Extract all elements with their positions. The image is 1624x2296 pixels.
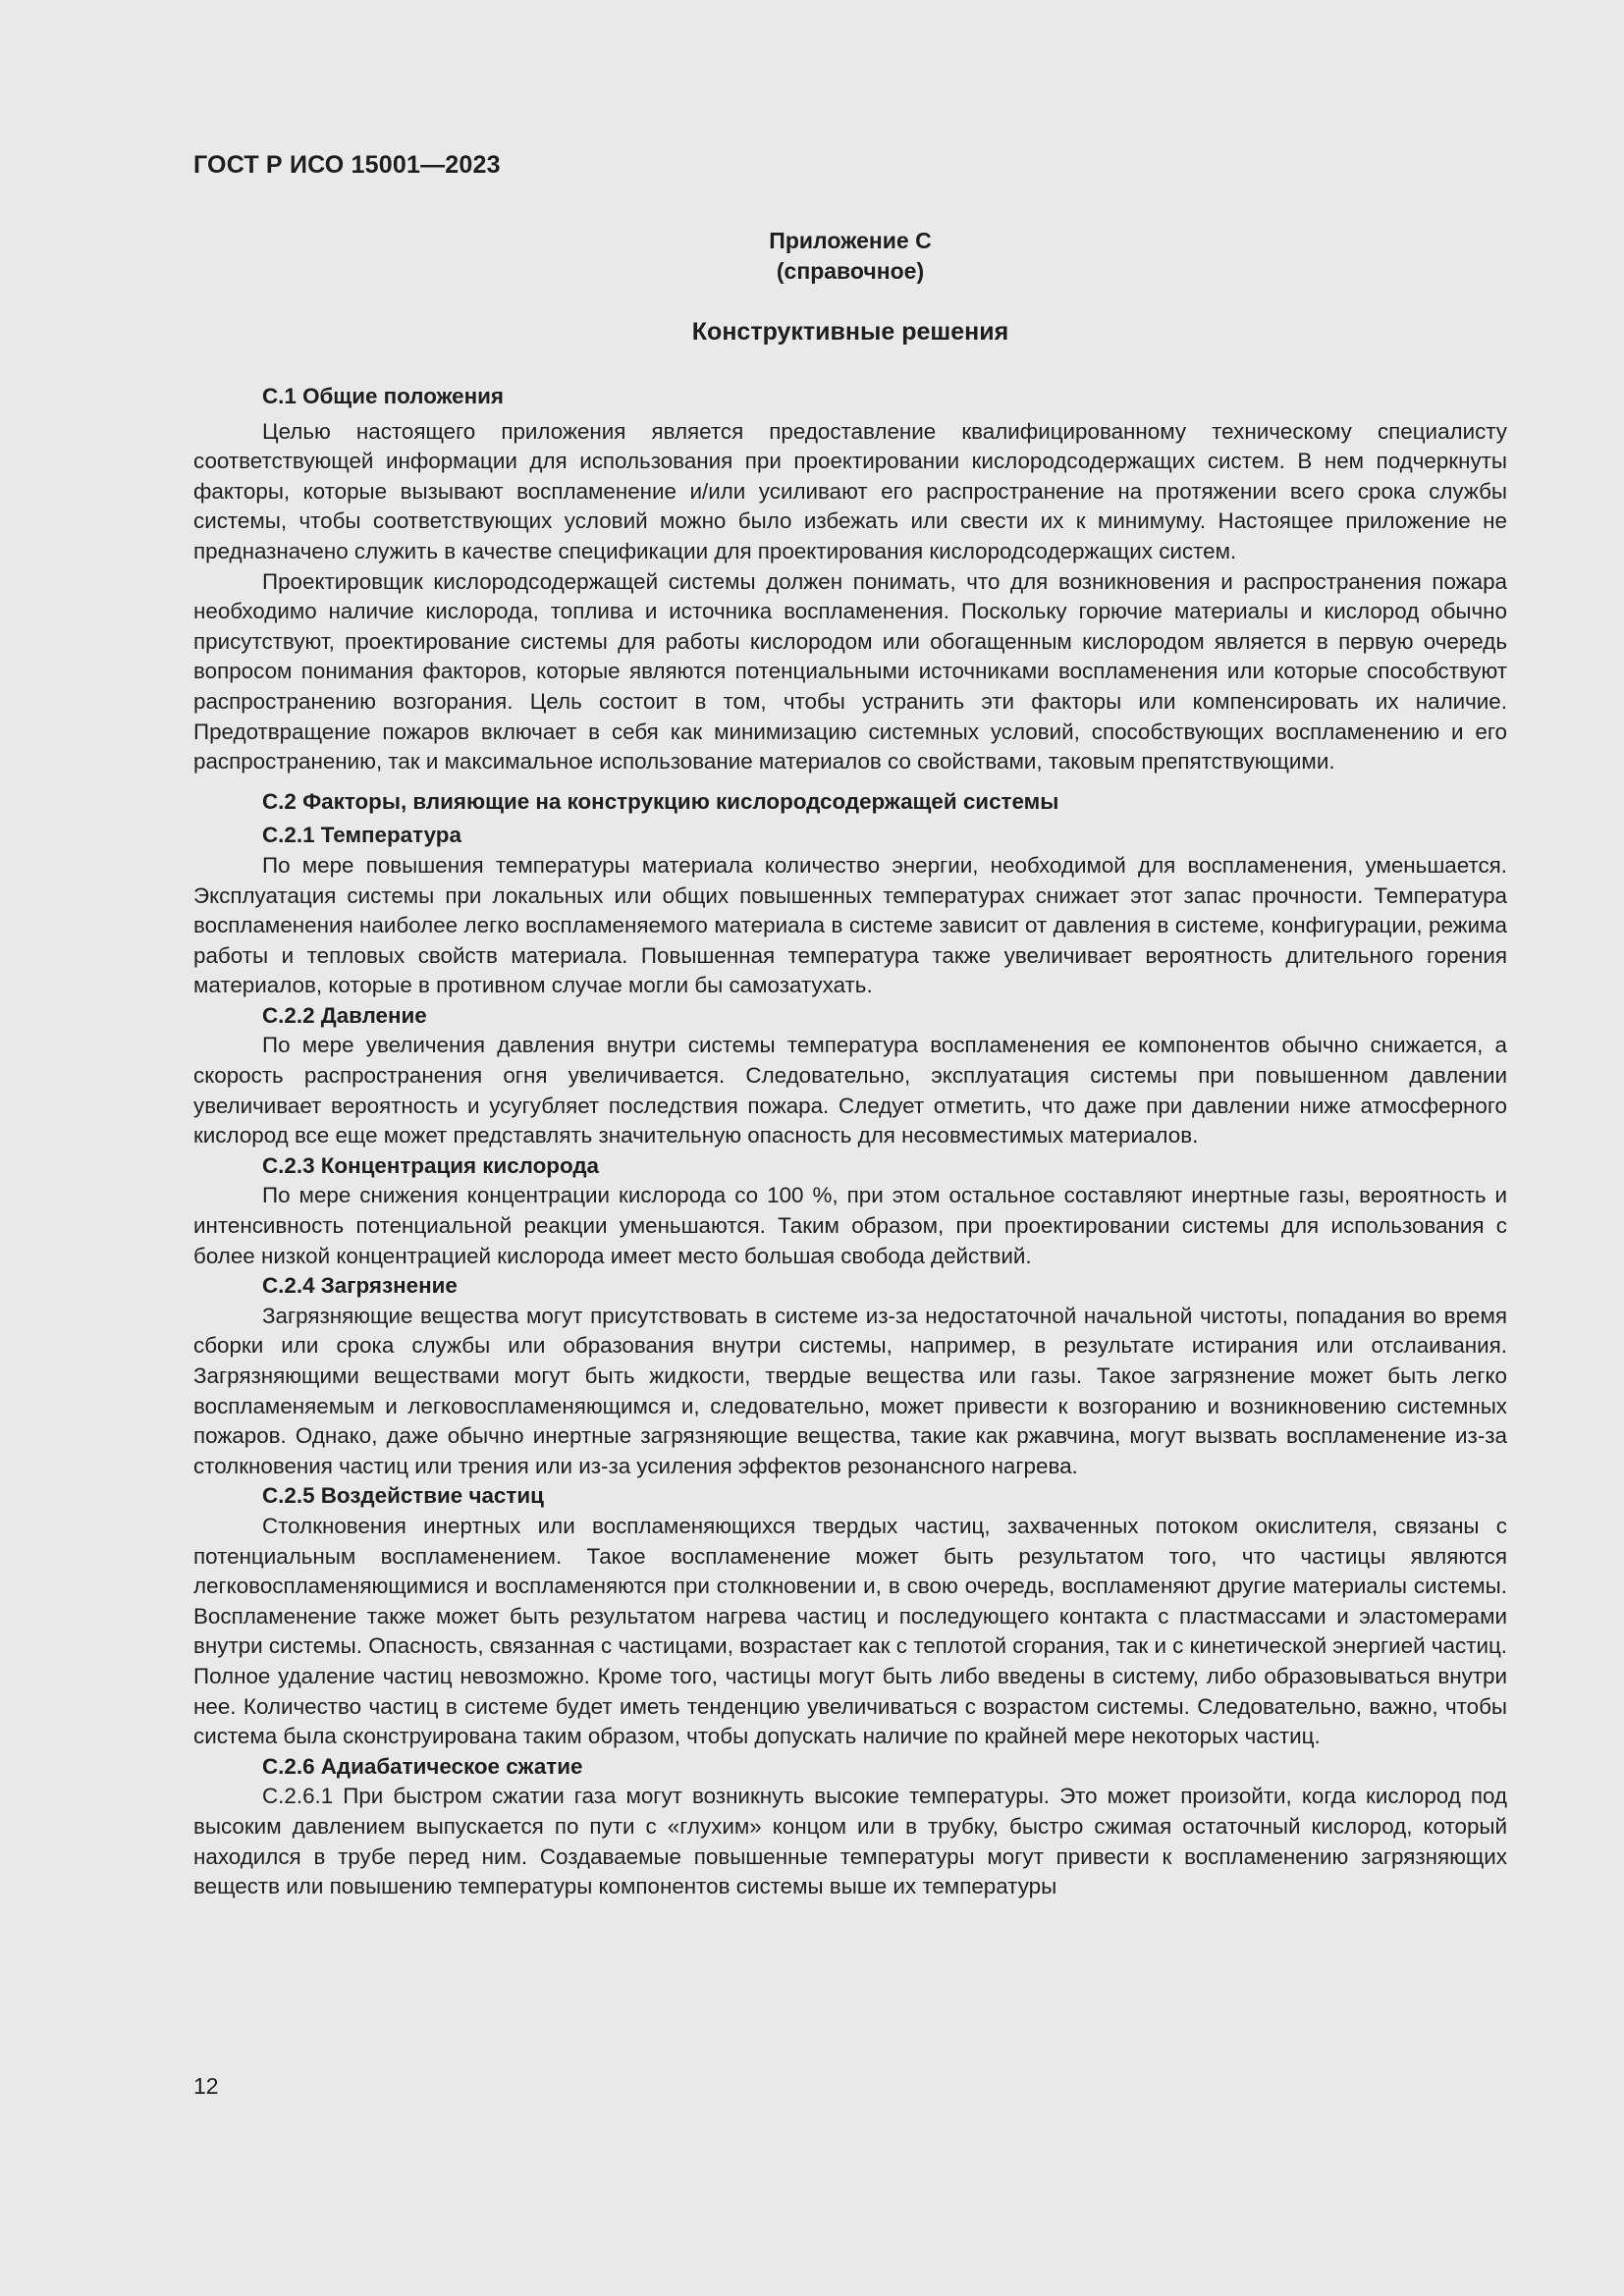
subsection-heading-c26: С.2.6 Адиабатическое сжатие — [262, 1753, 583, 1779]
subsection-c22-text: По мере увеличения давления внутри системы температура воспламенения ее компонентов обычно снижается, а скорость распространения огня увеличивается. Следовательно, эксплуатация системы при повышенном давлении увеличивает вероятность и усугубляет последствия пожара. Следует отметить, что даже при давлении ниже атмосферного кислород все еще может представлять значительную опасность для несовместимых материалов. — [193, 1033, 1507, 1148]
document-page — [193, 0, 1507, 2296]
section-c1-paragraph-2: Проектировщик кислородсодержащей системы должен понимать, что для возникновения и распространения пожара необходимо наличие кислорода, топлива и источника воспламенения. Поскольку горючие материалы и кислород обычно присутствуют, проектирование системы для работы кислородом или обогащенным кислородом является в первую очередь вопросом понимания факторов, которые являются потенциальными источниками воспламенения или которые способствуют распространению возгорания. Цель состоит в том, чтобы устранить эти факторы или компенсировать их наличие. Предотвращение пожаров включает в себя как минимизацию системных условий, способствующих воспламенению и его распространению, так и максимальное использование материалов со свойствами, таковым препятствующими. — [193, 568, 1507, 774]
subsection-heading-c21: С.2.1 Температура — [262, 823, 461, 848]
clause-c261-text: При быстром сжатии газа могут возникнуть высокие температуры. Это может произойти, когда кислород под высоким давлением выпускается по пути с «глухим» концом или в трубку, быстро сжимая остаточный кислород, который находился в трубе перед ним. Создаваемые повышенные температуры могут привести к воспламенению загрязняющих веществ или повышению температуры компонентов системы выше их температуры — [193, 1784, 1507, 1899]
annex-type: (справочное) — [776, 258, 925, 284]
annex-header — [193, 226, 1507, 287]
subsection-heading-c22: С.2.2 Давление — [262, 1002, 427, 1028]
document-body — [193, 382, 1507, 1902]
annex-title: Конструктивные решения — [691, 318, 1009, 346]
subsection-c24-text: Загрязняющие вещества могут присутствовать в системе из-за недостаточной начальной чистоты, попадания во время сборки или срока службы или образования внутри системы, например, в результате истирания или отслаивания. Загрязняющими веществами могут быть жидкости, твердые вещества или газы. Такое загрязнение может быть легко воспламеняемым и легковоспламеняющимся и, следовательно, может привести к возгоранию и возникновению системных пожаров. Однако, даже обычно инертные загрязняющие вещества, такие как ржавчина, могут вызвать воспламенение из-за столкновения частиц или трения или из-за усиления эффектов резонансного нагрева. — [193, 1303, 1507, 1478]
subsection-c21-text: По мере повышения температуры материала количество энергии, необходимой для воспламенения, уменьшается. Эксплуатация системы при локальных или общих повышенных температурах снижает этот запас прочности. Температура воспламенения наиболее легко воспламеняемого материала в системе зависит от давления в системе, конфигурации, режима работы и тепловых свойств материала. Повышенная температура также увеличивает вероятность длительного горения материалов, которые в противном случае могли бы самозатухать. — [193, 852, 1507, 998]
subsection-c26-paragraph — [193, 1782, 1507, 1901]
clause-number-c261: С.2.6.1 — [262, 1784, 334, 1809]
subsection-heading-c23: С.2.3 Концентрация кислорода — [262, 1152, 600, 1178]
section-c1-paragraph-1: Целью настоящего приложения является предоставление квалифицированному техническому специалисту соответствующей информации для использования при проектировании кислородсодержащих систем. В нем подчеркнуты факторы, которые вызывают воспламенение и/или усиливают его распространение на протяжении всего срока службы системы, чтобы соответствующих условий можно было избежать или свести их к минимуму. Настоящее приложение не предназначено служить в качестве спецификации для проектирования кислородсодержащих систем. — [193, 418, 1507, 563]
document-standard-id: ГОСТ Р ИСО 15001—2023 — [193, 151, 501, 179]
section-heading-c2: С.2 Факторы, влияющие на конструкцию кислородсодержащей системы — [262, 788, 1059, 814]
section-heading-c1: С.1 Общие положения — [262, 384, 504, 408]
subsection-c23-text: По мере снижения концентрации кислорода со 100 %, при этом остальное составляют инертные газы, вероятность и интенсивность потенциальной реакции уменьшаются. Таким образом, при проектировании системы для использования с более низкой концентрацией кислорода имеет место большая свобода действий. — [193, 1183, 1507, 1268]
subsection-heading-c24: С.2.4 Загрязнение — [262, 1273, 458, 1299]
subsection-heading-c25: С.2.5 Воздействие частиц — [262, 1483, 544, 1509]
annex-label: Приложение С — [769, 228, 932, 253]
subsection-c25-text: Столкновения инертных или воспламеняющихся твердых частиц, захваченных потоком окислителя, связаны с потенциальным воспламенением. Такое воспламенение может быть результатом того, что частицы являются легковоспламеняющимися и воспламеняются при столкновении и, в свою очередь, воспламеняют другие материалы системы. Воспламенение также может быть результатом нагрева частиц и последующего контакта с пластмассами и эластомерами внутри системы. Опасность, связанная с частицами, возрастает как с теплотой сгорания, так и с кинетической энергией частиц. Полное удаление частиц невозможно. Кроме того, частицы могут быть либо введены в систему, либо образовываться внутри нее. Количество частиц в системе будет иметь тенденцию увеличиваться с возрастом системы. Следовательно, важно, чтобы система была сконструирована таким образом, чтобы допускать наличие по крайней мере некоторых частиц. — [193, 1513, 1507, 1749]
page-number: 12 — [193, 2073, 219, 2099]
